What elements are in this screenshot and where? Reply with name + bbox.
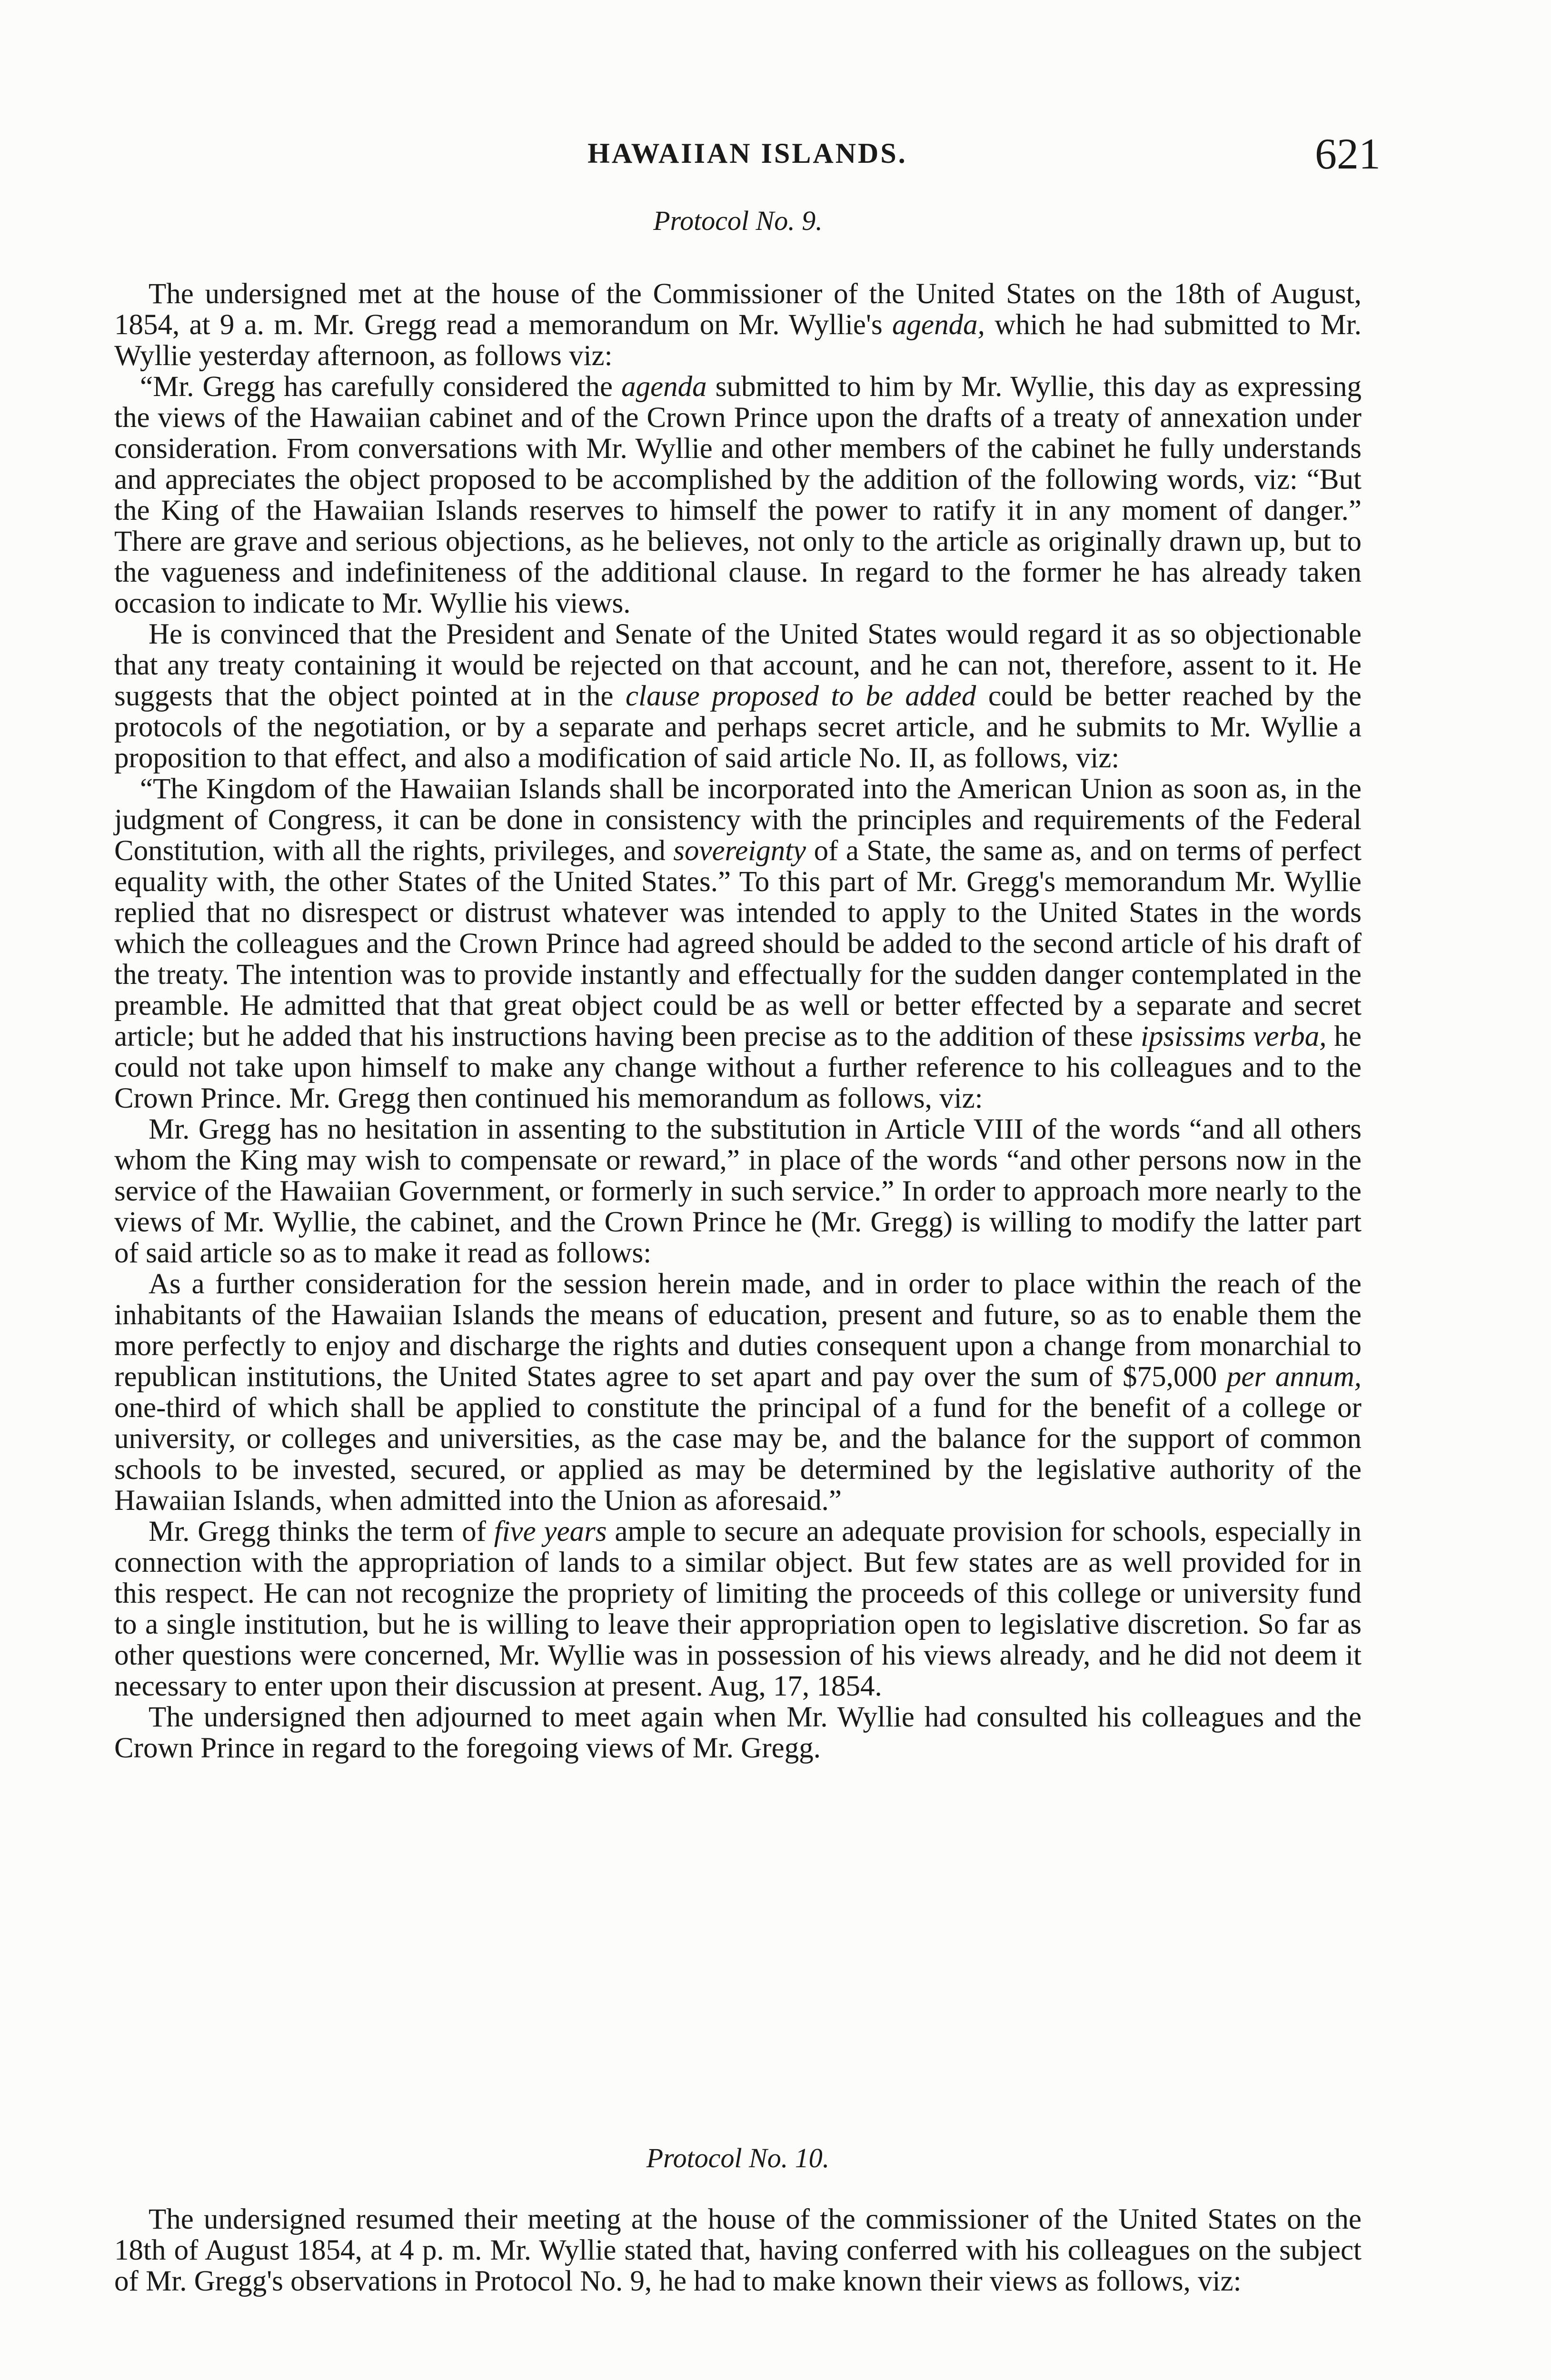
- paragraph: As a further consideration for the session herein made, and in order to place within the reach of the inhabitants of the Hawaiian Islands the means of education, present and future, so as to enable them the more perfectly to enjoy and discharge the rights and duties consequent upon a change from monarchial to republican institutions, the United States agree to set apart and pay over the sum of $75,000 per annum, one-third of which shall be applied to constitute the principal of a fund for the benefit of a college or university, or colleges and universities, as the case may be, and the balance for the support of common schools to be invested, secured, or applied as may be determined by the legislative authority of the Hawaiian Islands, when admitted into the Union as aforesaid.”: [114, 1268, 1362, 1517]
- paragraph: The undersigned resumed their meeting at the house of the commissioner of the United States on the 18th of August 1854, at 4 p. m. Mr. Wyllie stated that, having conferred with his colleagues on the subject of Mr. Gregg's observations in Protocol No. 9, he had to make known their views as follows, viz:: [114, 2203, 1362, 2297]
- running-title: HAWAIIAN ISLANDS.: [587, 138, 907, 169]
- page-number: 621: [1315, 129, 1381, 178]
- protocol-10-heading: Protocol No. 10.: [646, 2142, 830, 2173]
- paragraph: The undersigned then adjourned to meet again when Mr. Wyllie had consulted his colleagues and the Crown Prince in regard to the foregoing views of Mr. Gregg.: [114, 1701, 1362, 1764]
- paragraph: He is convinced that the President and Senate of the United States would regard it as so objectionable that any treaty containing it would be rejected on that account, and he can not, therefore, assent to it. He suggests that the object pointed at in the clause proposed to be added could be better reached by the protocols of the negotiation, or by a separate and perhaps secret article, and he submits to Mr. Wyllie a proposition to that effect, and also a modification of said article No. II, as follows, viz:: [114, 618, 1362, 774]
- paragraph: Mr. Gregg thinks the term of five years ample to secure an adequate provision for schools, especially in connection with the appropriation of lands to a similar object. But few states are as well provided for in this respect. He can not recognize the propriety of limiting the proceeds of this college or university fund to a single institution, but he is willing to leave their appropriation open to legislative discretion. So far as other questions were concerned, Mr. Wyllie was in possession of his views already, and he did not deem it necessary to enter upon their discussion at present. Aug, 17, 1854.: [114, 1516, 1362, 1702]
- paragraph: The undersigned met at the house of the Commissioner of the United States on the 18th of August, 1854, at 9 a. m. Mr. Gregg read a memorandum on Mr. Wyllie's agenda, which he had submitted to Mr. Wyllie yesterday afternoon, as follows viz:: [114, 278, 1362, 372]
- protocol-10-body: [114, 2204, 1362, 2297]
- paragraph: Mr. Gregg has no hesitation in assenting to the substitution in Article VIII of the words “and all others whom the King may wish to compensate or reward,” in place of the words “and other persons now in the service of the Hawaiian Government, or formerly in such service.” In order to approach more nearly to the views of Mr. Wyllie, the cabinet, and the Crown Prince he (Mr. Gregg) is willing to modify the latter part of said article so as to make it read as follows:: [114, 1113, 1362, 1269]
- running-header: [114, 129, 1381, 181]
- paragraph: “Mr. Gregg has carefully considered the agenda submitted to him by Mr. Wyllie, this day as expressing the views of the Hawaiian cabinet and of the Crown Prince upon the drafts of a treaty of annexation under consideration. From conversations with Mr. Wyllie and other members of the cabinet he fully understands and appreciates the object proposed to be accomplished by the addition of the following words, viz: “But the King of the Hawaiian Islands reserves to himself the power to ratify it in any moment of danger.” There are grave and serious objections, as he believes, not only to the article as originally drawn up, but to the vagueness and indefiniteness of the additional clause. In regard to the former he has already taken occasion to indicate to Mr. Wyllie his views.: [114, 371, 1362, 619]
- paragraph: “The Kingdom of the Hawaiian Islands shall be incorporated into the American Union as soon as, in the judgment of Congress, it can be done in consistency with the principles and requirements of the Federal Constitution, with all the rights, privileges, and sovereignty of a State, the same as, and on terms of perfect equality with, the other States of the United States.” To this part of Mr. Gregg's memorandum Mr. Wyllie replied that no disrespect or distrust whatever was intended to apply to the United States in the words which the colleagues and the Crown Prince had agreed should be added to the second article of his draft of the treaty. The intention was to provide instantly and effectually for the sudden danger contemplated in the preamble. He admitted that that great object could be as well or better effected by a separate and secret article; but he added that his instructions having been precise as to the addition of these ipsissims verba, he could not take upon himself to make any change without a further reference to his colleagues and to the Crown Prince. Mr. Gregg then continued his memorandum as follows, viz:: [114, 773, 1362, 1114]
- protocol-9-heading: Protocol No. 9.: [653, 205, 823, 236]
- protocol-9-body: [114, 278, 1362, 1764]
